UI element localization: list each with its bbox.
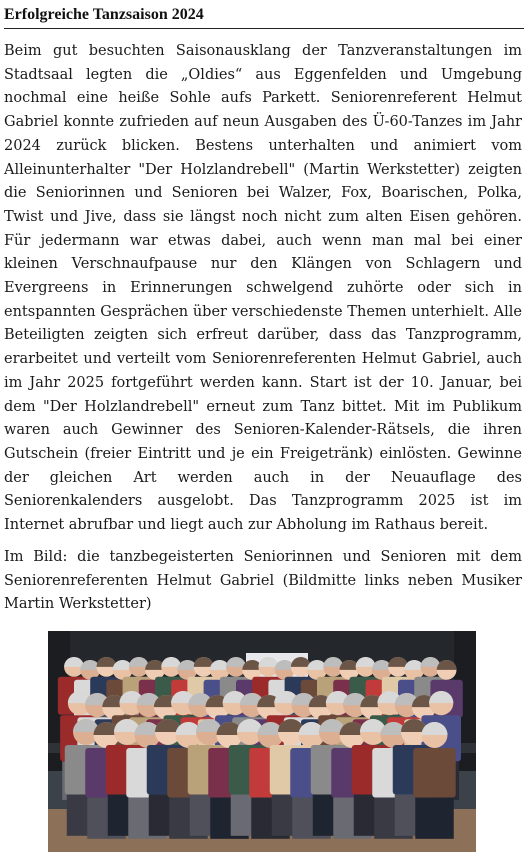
person-torso bbox=[413, 748, 455, 798]
person-legs bbox=[415, 798, 453, 839]
photo-caption: Im Bild: die tanzbegeisterten Seniorinnen und Senioren mit dem Seniorenreferenten Helmut Gabriel (Bildmitte links neben Musiker Martin Werkstetter) bbox=[4, 549, 522, 613]
article-title: Erfolgreiche Tanzsaison 2024 bbox=[4, 6, 204, 23]
title-divider bbox=[4, 28, 524, 29]
people-group bbox=[58, 657, 463, 839]
article-body: Beim gut besuchten Saisonausklang der Tanzveranstaltungen im Stadtsaal legten die „Oldies“ aus Eggenfelden und Umgebung nochmal eine heiße Sohle aufs Parkett. Seniorenreferent Helmut Gabriel konnte zufrieden auf neun Ausgaben des Ü-60-Tanzes im Jahr 2024 zurück blicken. Bestens unterhalten und animiert vom Alleinunterhalter "Der Holzlandrebell" (Martin Werkstetter) zeigten die Seniorinnen und Senioren bei Walzer, Fox, Boarischen, Polka, Twist und Jive, dass sie längst noch nicht zum alten Eisen gehören. Für jedermann war etwas dabei, auch wenn man mal bei einer kleinen Verschnaufpause nur den Klängen von Schlagern und Evergreens in Erinnerungen schwelgend zuhörte oder sich in entspannten Gesprächen über verschiedenste Themen unterhielt. Alle Beteiligten zeigten sich erfreut darüber, dass das Tanzprogramm, erarbeitet und verteilt vom Seniorenreferenten Helmut Gabriel, auch im Jahr 2025 fortgeführt werden kann. Start ist der 10. Januar, bei dem "Der Holzlandrebell" erneut zum Tanz bittet. Mit im Publikum waren auch Gewinner des Senioren-Kalender-Rätsels, die ihren Gutschein (freier Eintritt und je ein Freigetränk) einlösten. Gewinne der gleichen Art werden auch in der Neuauflage des Seniorenkalenders ausgelobt. Das Tanzprogramm 2025 ist im Internet abrufbar und liegt auch zur Abholung im Rathaus bereit. bbox=[4, 43, 522, 534]
group-photo bbox=[48, 631, 476, 852]
